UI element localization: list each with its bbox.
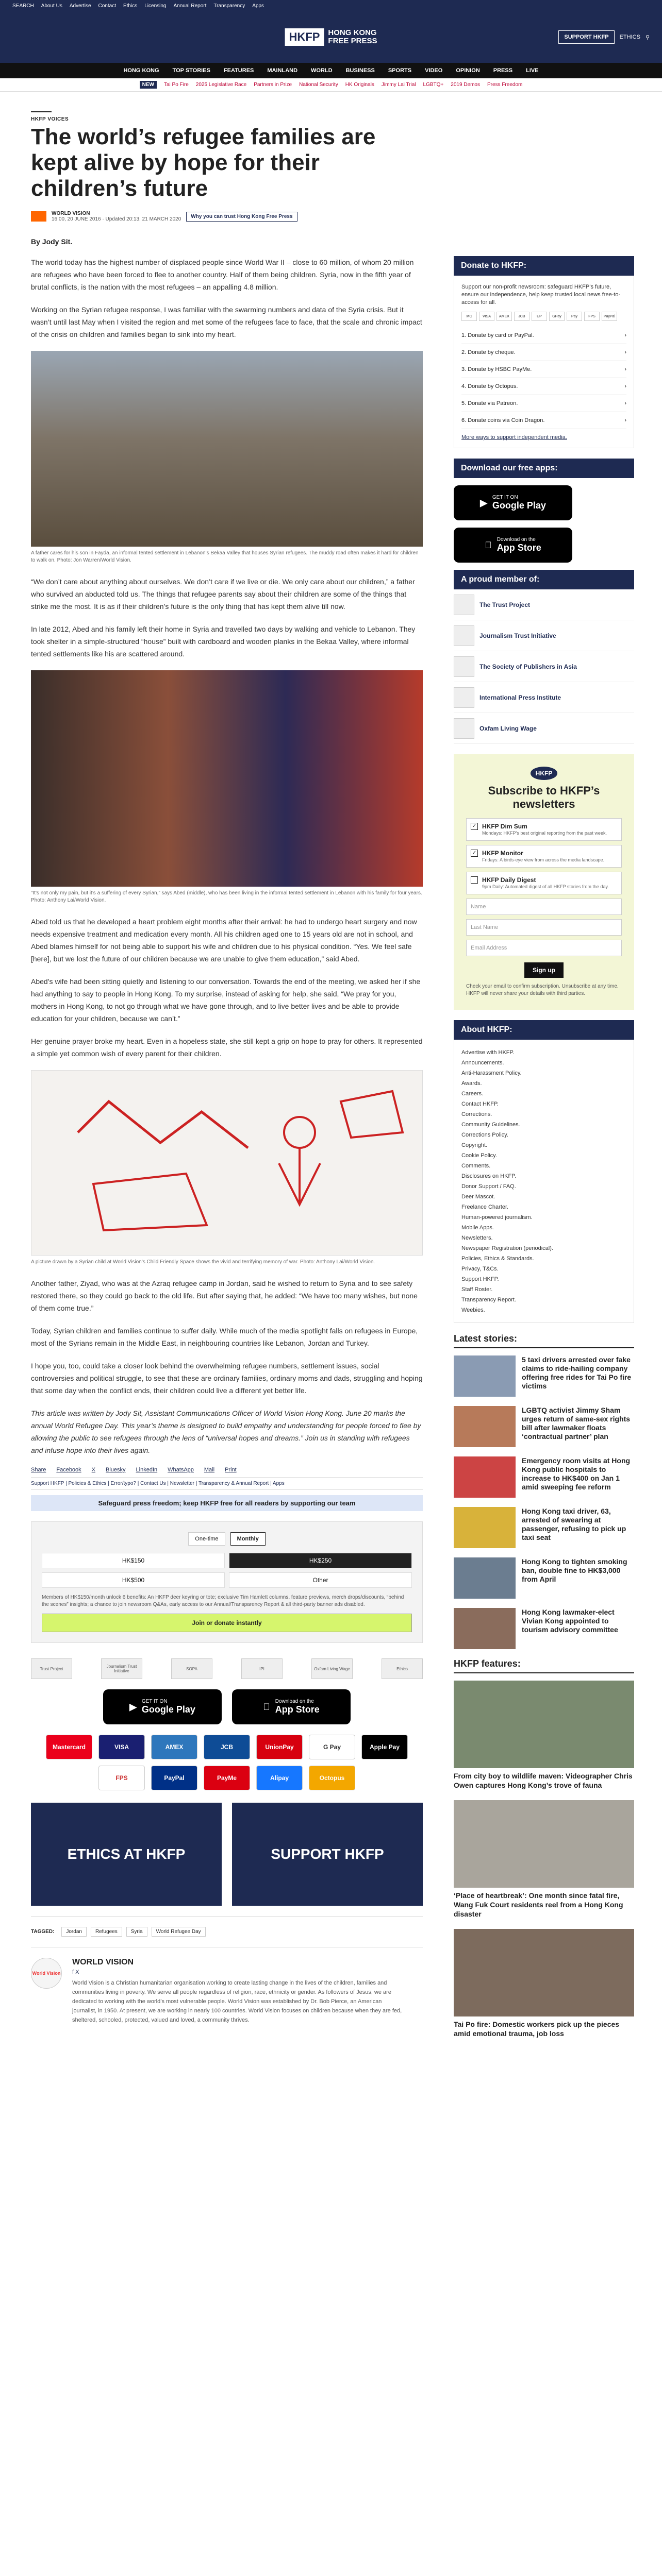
gp-label	[142, 1699, 195, 1715]
pay-method: PayMe	[204, 1766, 250, 1790]
amount-grid	[42, 1553, 412, 1588]
about-link[interactable]: Copyright.	[461, 1142, 488, 1148]
story-item[interactable]	[454, 1406, 634, 1447]
about-link[interactable]: Cookie Policy.	[461, 1153, 497, 1159]
about-list	[454, 1040, 634, 1323]
nav-item[interactable]: PRESS	[493, 67, 513, 74]
article-meta	[31, 211, 631, 222]
topbar-link[interactable]: SEARCH	[12, 3, 34, 9]
newsletter-box	[454, 754, 634, 1010]
frequency-toggle	[42, 1532, 412, 1546]
signup-button[interactable]: Sign up	[524, 962, 564, 978]
member-name: The Society of Publishers in Asia	[479, 663, 577, 670]
topbar-link[interactable]: Contact	[98, 3, 116, 9]
nav-item[interactable]: SPORTS	[388, 67, 412, 74]
logo-line1: HONG KONG	[328, 28, 377, 37]
story-item[interactable]	[454, 1355, 634, 1397]
topbar-link[interactable]: Apps	[252, 3, 264, 9]
support-banner[interactable]: SUPPORT HKFP	[232, 1803, 423, 1906]
newsletter-logo: HKFP	[531, 767, 558, 780]
donate-intro[interactable]: Support our non-profit newsroom: safeguard HKFP’s future, ensure our independence, help keep trusted local news free-to-access for all.	[461, 284, 621, 306]
member-logo-icon	[454, 595, 474, 615]
about-link[interactable]: Community Guidelines.	[461, 1122, 520, 1128]
photo-abed-family	[31, 670, 423, 887]
story-title: Emergency room visits at Hong Kong public hospitals to increase to HK$400 on Jan 1 amid sweeping fee reform	[522, 1456, 631, 1491]
feature-item[interactable]	[454, 1800, 634, 1919]
share-whatsapp[interactable]: WhatsApp	[168, 1467, 194, 1473]
photo-caption: A father cares for his son in Fayda, an informal tented settlement in Lebanon’s Bekaa Valley that houses Syrian refugees. The muddy road often makes it hard for children to walk on. Photo: Jon Warren/World Vision.	[31, 550, 419, 563]
story-thumbnail	[454, 1406, 516, 1447]
story-title: 5 taxi drivers arrested over fake claims to ride-hailing company offering free rides for Tai Po fire victims	[522, 1355, 632, 1390]
checkbox[interactable]: ✓	[471, 850, 478, 857]
card-icon: VISA	[479, 312, 494, 321]
donate-option[interactable]	[461, 361, 626, 378]
top-bar	[0, 0, 662, 11]
tag-list	[31, 1916, 423, 1937]
card-icon: MC	[461, 312, 477, 321]
newsletter-title: HKFP Dim Sum	[482, 823, 527, 830]
amount-option[interactable]: HK$250	[229, 1553, 412, 1568]
tag[interactable]: Jordan	[61, 1927, 87, 1937]
chevron-right-icon: ›	[624, 400, 626, 406]
feature-item[interactable]	[454, 1681, 634, 1790]
feature-title: ‘Place of heartbreak’: One month since fatal fire, Wang Fuk Court residents reel from a Hong Kong disaster	[454, 1891, 623, 1918]
donate-option-label: 6. Donate coins via Coin Dragon.	[461, 417, 545, 423]
member-item[interactable]	[454, 682, 634, 713]
share-print[interactable]: Print	[225, 1467, 237, 1473]
gp-small: GET IT ON	[141, 1699, 168, 1704]
share-x[interactable]: X	[91, 1467, 96, 1473]
amount-option[interactable]: Other	[229, 1572, 412, 1588]
share-bar	[31, 1467, 423, 1473]
photo-caption: “It’s not only my pain, but it’s a suffering of every Syrian,” says Abed (middle), who has been living in the informal tented settlement in Lebanon with his family for four years. Photo: Anthony Lai/World Vision.	[31, 890, 422, 903]
byline: By Jody Sit.	[31, 238, 73, 246]
topbar-link[interactable]: Annual Report	[173, 3, 207, 9]
donate-option[interactable]	[461, 412, 626, 429]
donate-box	[31, 1521, 423, 1643]
author-box-name[interactable]: WORLD VISION	[72, 1958, 134, 1967]
about-heading: About HKFP:	[454, 1020, 634, 1040]
author-social-icons[interactable]: f X	[72, 1969, 79, 1975]
trending-link[interactable]: 2025 Legislative Race	[195, 82, 247, 88]
about-link[interactable]: Careers.	[461, 1091, 484, 1097]
newsletter-desc: 9pm Daily: Automated digest of all HKFP stories from the day.	[482, 884, 609, 889]
story-title: LGBTQ activist Jimmy Sham urges return of same-sex rights bill after lawmaker floats ‘contractual partner’ plan	[522, 1406, 631, 1440]
logo-line2: FREE PRESS	[328, 37, 377, 45]
newsletter-heading: Subscribe to HKFP’s newsletters	[488, 784, 600, 810]
nav-item[interactable]: FEATURES	[223, 67, 254, 74]
card-icon: Pay	[567, 312, 582, 321]
article-body	[31, 256, 423, 2048]
about-link[interactable]: Awards.	[461, 1080, 482, 1087]
member-item[interactable]	[454, 651, 634, 682]
story-item[interactable]	[454, 1456, 634, 1498]
tags-label: TAGGED:	[31, 1929, 55, 1935]
story-item[interactable]	[454, 1608, 634, 1649]
pay-method: AMEX	[151, 1735, 197, 1759]
about-link[interactable]: Newsletters.	[461, 1235, 493, 1241]
feature-image	[454, 1800, 634, 1888]
pay-method: G Pay	[309, 1735, 355, 1759]
content-columns	[31, 256, 631, 2048]
topbar-link[interactable]: About Us	[41, 3, 62, 9]
last-name-field[interactable]: Last Name	[466, 919, 622, 936]
trending-link[interactable]: Press Freedom	[487, 82, 523, 88]
about-link[interactable]: Support HKFP.	[461, 1276, 499, 1282]
freq-one-time[interactable]: One-time	[188, 1532, 225, 1546]
gp-small: GET IT ON	[492, 495, 518, 500]
about-link[interactable]: Weebies.	[461, 1307, 485, 1313]
features-list	[454, 1681, 634, 2038]
donate-option[interactable]	[461, 344, 626, 361]
paragraph: The world today has the highest number of displaced people since World War II – close to 60 million, of whom 20 million are refugees who have been forced to flee to another country. Half of them being children. Syria, now in the fifth year of brutal conflicts, is the nation with the most refugees – an appalling 4.8 million.	[31, 258, 414, 291]
ethics-link[interactable]: ETHICS	[619, 34, 640, 40]
card-icon: JCB	[514, 312, 529, 321]
chevron-right-icon: ›	[624, 417, 626, 423]
sidebar-apps	[454, 478, 634, 570]
latest-stories	[454, 1355, 634, 1649]
trending-link[interactable]: 2019 Demos	[451, 82, 480, 88]
member-list	[454, 589, 634, 744]
card-icon: FPS	[584, 312, 600, 321]
about-link[interactable]: Privacy, T&Cs.	[461, 1266, 499, 1272]
pay-method: Mastercard	[46, 1735, 92, 1759]
about-link[interactable]: Contact HKFP.	[461, 1101, 499, 1107]
feature-image	[454, 1681, 634, 1768]
pay-method: UnionPay	[256, 1735, 303, 1759]
support-links[interactable]: Support HKFP | Policies & Ethics | Error/typo? | Contact Us | Newsletter | Transparency & Annual Report | Apps	[31, 1477, 423, 1490]
member-logo-icon	[454, 687, 474, 708]
article-title: The world’s refugee families are kept alive by hope for their children’s future	[31, 124, 376, 201]
author-info	[72, 1958, 402, 2025]
share-linkedin[interactable]: LinkedIn	[136, 1467, 158, 1473]
header-actions	[558, 30, 650, 44]
story-thumbnail	[454, 1557, 516, 1599]
page-body	[0, 111, 662, 2048]
newsletter-desc: Mondays: HKFP’s best original reporting from the past week.	[482, 831, 607, 836]
donate-option[interactable]	[461, 378, 626, 395]
card-icon: PayPal	[602, 312, 617, 321]
section-label[interactable]: HKFP VOICES	[31, 116, 69, 122]
as-small: Download on the	[271, 1699, 311, 1704]
story-thumbnail	[454, 1507, 516, 1548]
feature-image	[454, 1929, 634, 2016]
paragraph: Today, Syrian children and families continue to suffer daily. While much of the media spotlight falls on refugees in Europe, most of the Syrians remain in the Middle East, in neighbouring countries like Lebanon, Jordan and Turkey.	[31, 1327, 418, 1347]
chevron-right-icon: ›	[624, 366, 626, 372]
story-title: Hong Kong lawmaker-elect Vivian Kong appointed to tourism advisory committee	[522, 1608, 618, 1634]
about-link[interactable]: Disclosures on HKFP.	[461, 1173, 517, 1179]
pay-method: Octopus	[309, 1766, 355, 1790]
nav-item[interactable]: VIDEO	[425, 67, 443, 74]
chevron-right-icon: ›	[624, 383, 626, 389]
more-ways-link[interactable]: More ways to support independent media.	[461, 434, 567, 440]
donate-option[interactable]	[461, 395, 626, 412]
member-name: International Press Institute	[479, 693, 561, 701]
donate-heading: Donate to HKFP:	[454, 256, 634, 276]
story-title: Hong Kong to tighten smoking ban, double fine to HK$3,000 from April	[522, 1557, 627, 1583]
story-thumbnail	[454, 1456, 516, 1498]
pay-method: PayPal	[151, 1766, 197, 1790]
about-link[interactable]: Newspaper Registration (periodical).	[461, 1245, 553, 1251]
pay-method: JCB	[204, 1735, 250, 1759]
pay-method: Alipay	[256, 1766, 303, 1790]
donate-option[interactable]	[461, 327, 626, 344]
tag[interactable]: Refugees	[91, 1927, 122, 1937]
promo-banners	[31, 1803, 423, 1906]
feature-item[interactable]	[454, 1929, 634, 2038]
badge[interactable]: SOPA	[171, 1658, 212, 1679]
author-logo-icon	[31, 211, 46, 222]
nav-item[interactable]: MAINLAND	[267, 67, 298, 74]
topbar-link[interactable]: Advertise	[69, 3, 91, 9]
donate-option-label: 1. Donate by card or PayPal.	[461, 332, 534, 338]
nav-item[interactable]: WORLD	[311, 67, 333, 74]
member-heading: A proud member of:	[454, 570, 634, 589]
about-link[interactable]: Anti-Harassment Policy.	[461, 1070, 522, 1076]
trending-link[interactable]: HK Originals	[345, 82, 374, 88]
tag[interactable]: World Refugee Day	[152, 1927, 206, 1937]
about-link[interactable]: Donor Support / FAQ.	[461, 1183, 516, 1190]
as-label	[271, 1699, 320, 1715]
badge[interactable]: Journalism Trust Initiative	[101, 1658, 142, 1679]
paragraph: Abed’s wife had been sitting quietly and listening to our conversation. Towards the end of the meeting, we asked her if she had anything to say to people in Hong Kong. To my surprise, instead of asking for help, she said, “We pray for you, mothers in Hong Kong, to not go through what we have gone through, and to live better lives and be able to provide education for your children, because we can’t.”	[31, 977, 421, 1023]
newsletter-option[interactable]	[466, 845, 622, 868]
member-item[interactable]	[454, 589, 634, 620]
member-item[interactable]	[454, 620, 634, 651]
card-icons	[461, 312, 626, 321]
newsletter-title: HKFP Monitor	[482, 850, 523, 857]
paragraph: Abed told us that he developed a heart problem eight months after their arrival: he had to undergo heart surgery and now needs expensive treatment and medication every month. All his children aged one to 15 years old are not in school, and Abed blames himself for not being able to support his wife and children due to his physical condition. “Yes. We feel safe [here], but we lost the future of our children because we are unable to give them education,” said Abed.	[31, 918, 417, 963]
author-box	[31, 1947, 423, 2025]
trending-bar	[0, 78, 662, 92]
member-name: Journalism Trust Initiative	[479, 632, 556, 639]
nav-item[interactable]: TOP STORIES	[172, 67, 210, 74]
feature-title: Tai Po fire: Domestic workers pick up the pieces amid emotional trauma, job loss	[454, 2020, 620, 2038]
checkbox[interactable]: ✓	[471, 823, 478, 830]
about-link[interactable]: Human-powered journalism.	[461, 1214, 533, 1221]
app-buttons	[31, 1689, 423, 1724]
story-item[interactable]	[454, 1507, 634, 1548]
share-link[interactable]: Share	[31, 1467, 46, 1473]
amount-option[interactable]: HK$500	[42, 1572, 225, 1588]
newsletter-option-text	[482, 876, 609, 890]
author-bio: World Vision is a Christian humanitarian organisation working to create lasting change in the lives of the children, families and communities living in poverty. We serve all people regardless of religion, race, ethnicity or gender. As followers of Jesus, we are dedicated to working with the world’s most vulnerable people. World Vision was established by Dr. Bob Pierce, an American journalist, in 1950. At present, we are working in nearly 100 countries. World Vision focuses on children because when they are fed, sheltered, schooled, protected, valued and loved, a community thrives.	[72, 1980, 402, 2023]
about-link[interactable]: Announcements.	[461, 1060, 504, 1066]
nav-item[interactable]: HONG KONG	[123, 67, 159, 74]
as-label	[493, 537, 541, 553]
about-link[interactable]: Transparency Report.	[461, 1297, 516, 1303]
play-icon: ▶	[129, 1701, 137, 1712]
card-icon: UP	[532, 312, 547, 321]
newsletter-desc: Fridays: A birds-eye view from across the media landscape.	[482, 857, 605, 862]
donate-options	[461, 327, 626, 429]
name-field[interactable]: Name	[466, 899, 622, 915]
about-link[interactable]: Freelance Charter.	[461, 1204, 509, 1210]
latest-heading: Latest stories:	[454, 1333, 634, 1348]
paragraph: “We don’t care about anything about ourselves. We don’t care if we live or die. We only care about our children,” a father who survived an abducted told us. The things that refugee parents say about their children are some of the things that strike me the most. It is as if their children’s future is the only thing that has kept them alive till now.	[31, 578, 415, 611]
about-link[interactable]: Corrections Policy.	[461, 1132, 508, 1138]
pay-method: Apple Pay	[361, 1735, 408, 1759]
trending-link[interactable]: LGBTQ+	[423, 82, 444, 88]
payment-methods	[31, 1735, 423, 1790]
search-icon[interactable]: ⚲	[645, 34, 650, 41]
trending-link[interactable]: Tai Po Fire	[163, 82, 189, 88]
topbar-link[interactable]: Licensing	[144, 3, 167, 9]
badge[interactable]: Trust Project	[31, 1658, 72, 1679]
gp-text: Google Play	[492, 500, 546, 511]
paragraph: I hope you, too, could take a closer look behind the overwhelming refugee numbers, settlement issues, social controversies and political struggle, to see that these are ordinary families, ordinary moms and dads, struggling and hoping that some day when the conflict ends, their children could live a different yet better life.	[31, 1362, 423, 1395]
amount-option[interactable]: HK$150	[42, 1553, 225, 1568]
chevron-right-icon: ›	[624, 349, 626, 355]
trending-link[interactable]: Partners in Prize	[254, 82, 292, 88]
donate-option-label: 4. Donate by Octopus.	[461, 383, 518, 389]
topbar-link[interactable]: Ethics	[123, 3, 138, 9]
pay-method: VISA	[98, 1735, 145, 1759]
ethics-banner[interactable]: ETHICS AT HKFP	[31, 1803, 222, 1906]
photo-father-son	[31, 351, 423, 547]
author-avatar[interactable]: World Vision	[31, 1958, 62, 1989]
apps-heading: Download our free apps:	[454, 459, 634, 478]
apple-icon	[263, 1702, 270, 1713]
newsletter-note: Check your email to confirm subscription. Unsubscribe at any time. HKFP will never share your details with third parties.	[466, 984, 619, 996]
publish-date: 16:00, 20 JUNE 2016 · Updated 20:13, 21 MARCH 2020	[52, 216, 181, 222]
nav-item[interactable]: BUSINESS	[345, 67, 375, 74]
app-store-button[interactable]	[232, 1689, 351, 1724]
share-bluesky[interactable]: Bluesky	[106, 1467, 126, 1473]
trust-badges	[31, 1658, 423, 1679]
drawing-illustration	[31, 1071, 423, 1256]
photo-child-drawing	[31, 1070, 423, 1256]
trust-banner[interactable]: Why you can trust Hong Kong Free Press	[186, 212, 297, 222]
nav-item[interactable]: OPINION	[456, 67, 480, 74]
donate-option-label: 3. Donate by HSBC PayMe.	[461, 366, 532, 372]
paragraph: Another father, Ziyad, who was at the Azraq refugee camp in Jordan, said he wished to return to Syria and to see safety restored there, so they could go back to the old life. But after saying that, he added: “We have too many wishes, but none of them come true.”	[31, 1279, 418, 1312]
newsletter-title: HKFP Daily Digest	[482, 876, 536, 884]
section-rule	[31, 111, 52, 112]
member-logo-icon	[454, 625, 474, 646]
sidebar	[454, 256, 634, 2048]
paragraph: Working on the Syrian refugee response, I was familiar with the swarming numbers and data of the Syria crisis. But it wasn’t until last May when I visited the region and met some of the refugees face to face, that the scale and chronic impact of the crisis on children and families began to sink into my heart.	[31, 306, 422, 338]
member-name: The Trust Project	[479, 601, 531, 608]
badge[interactable]: Ethics	[382, 1658, 423, 1679]
photo-caption: A picture drawn by a Syrian child at World Vision’s Child Friendly Space shows the vivid and terrifying memory of war. Photo: Anthony Lai/World Vision.	[31, 1259, 375, 1265]
checkbox[interactable]	[471, 876, 478, 884]
chevron-right-icon: ›	[624, 332, 626, 338]
about-link[interactable]: Deer Mascot.	[461, 1194, 495, 1200]
topbar-link[interactable]: Transparency	[213, 3, 245, 9]
main-nav	[0, 63, 662, 78]
trending-link[interactable]: National Security	[299, 82, 338, 88]
member-name: Oxfam Living Wage	[479, 724, 537, 732]
paragraph: In late 2012, Abed and his family left their home in Syria and travelled two days by walking and vehicle to Lebanon. They took shelter in a simple-structured “house” built with cardboard and wooden planks in the Bekaa Valley, where informal tented settlements like his are scattered around.	[31, 625, 416, 658]
gp-text: Google Play	[141, 1704, 195, 1715]
freq-monthly[interactable]: Monthly	[230, 1532, 266, 1546]
meta-text	[52, 211, 181, 222]
paragraph: Her genuine prayer broke my heart. Even in a hopeless state, she still kept a grip on hope to pray for others. It represented a simple yet common wish of every parent for their children.	[31, 1037, 423, 1058]
join-button[interactable]: Join or donate instantly	[42, 1614, 412, 1632]
badge[interactable]: Oxfam Living Wage	[311, 1658, 353, 1679]
as-small: Download on the	[493, 537, 533, 543]
feature-title: From city boy to wildlife maven: Videographer Chris Owen captures Hong Kong’s trove of fauna	[454, 1772, 633, 1789]
story-thumbnail	[454, 1355, 516, 1397]
pay-method: FPS	[98, 1766, 145, 1790]
newsletter-option[interactable]	[466, 818, 622, 841]
about-link[interactable]: Corrections.	[461, 1111, 492, 1117]
play-icon: ▶	[480, 497, 487, 508]
badge[interactable]: IPI	[241, 1658, 283, 1679]
member-item[interactable]	[454, 713, 634, 744]
safeguard-banner[interactable]: Safeguard press freedom; keep HKFP free for all readers by supporting our team	[31, 1495, 423, 1511]
app-store-button[interactable]	[454, 528, 572, 563]
donate-note: Members of HK$150/month unlock 6 benefits: An HKFP deer keyring or tote; exclusive Tim Hamlett columns, feature previews, merch drops/discounts, “behind the scenes” insights; a chance to join newsroom Q&As, early access to our Annual/Transparency Report & all third-party banner ads disabled.	[42, 1595, 404, 1607]
author-name[interactable]: WORLD VISION	[52, 211, 90, 216]
story-item[interactable]	[454, 1557, 634, 1599]
tag[interactable]: Syria	[126, 1927, 147, 1937]
card-icon: GPay	[549, 312, 565, 321]
new-badge: NEW	[140, 81, 157, 89]
email-field[interactable]: Email Address	[466, 940, 622, 956]
share-facebook[interactable]: Facebook	[56, 1467, 81, 1473]
as-text: App Store	[271, 1704, 316, 1715]
newsletter-option[interactable]	[466, 872, 622, 894]
google-play-button[interactable]	[454, 485, 572, 520]
trending-link[interactable]: Jimmy Lai Trial	[381, 82, 416, 88]
as-text: App Store	[493, 543, 538, 553]
about-link[interactable]: Mobile Apps.	[461, 1225, 494, 1231]
newsletter-option-text	[482, 850, 604, 863]
card-icon: AMEX	[496, 312, 512, 321]
features-heading: HKFP features:	[454, 1658, 634, 1673]
paragraph: This article was written by Jody Sit, Assistant Communications Officer of World Vision Hong Kong. June 20 marks the annual World Refugee Day. This year’s theme is designed to build empathy and understanding for people forced to flee by allowing the public to see refugees through the lens of “universal hopes and dreams.” Join us in standing with refugees and infuse hope into their lives again.	[31, 1409, 421, 1454]
apple-icon	[485, 540, 492, 551]
donate-option-label: 2. Donate by cheque.	[461, 349, 516, 355]
donate-option-label: 5. Donate via Patreon.	[461, 400, 518, 406]
google-play-button[interactable]	[103, 1689, 222, 1724]
support-button[interactable]: SUPPORT HKFP	[558, 30, 614, 44]
about-link[interactable]: Staff Roster.	[461, 1286, 493, 1293]
newsletter-option-text	[482, 823, 607, 836]
donate-widget	[454, 276, 634, 448]
about-link[interactable]: Advertise with HKFP.	[461, 1049, 515, 1056]
gp-label	[492, 495, 546, 511]
site-header	[0, 11, 662, 63]
logo-text	[328, 29, 377, 45]
about-link[interactable]: Comments.	[461, 1163, 491, 1169]
nav-item[interactable]: LIVE	[526, 67, 539, 74]
story-thumbnail	[454, 1608, 516, 1649]
story-title: Hong Kong taxi driver, 63, arrested of swearing at passenger, refusing to pick up taxi seat	[522, 1507, 626, 1541]
member-logo-icon	[454, 656, 474, 677]
logo-box: HKFP	[285, 28, 324, 46]
member-logo-icon	[454, 718, 474, 739]
share-mail[interactable]: Mail	[204, 1467, 215, 1473]
site-logo[interactable]	[285, 28, 377, 46]
about-link[interactable]: Policies, Ethics & Standards.	[461, 1256, 534, 1262]
